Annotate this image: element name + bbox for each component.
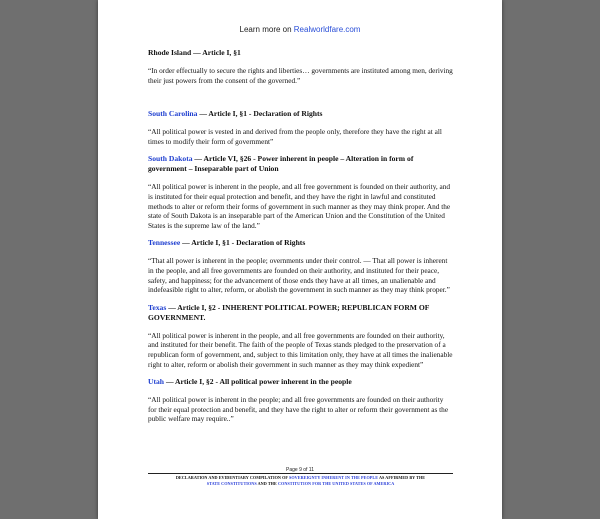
section-heading-rhode-island (148, 48, 453, 58)
section-heading-tennessee (148, 238, 453, 248)
section-quote-tennessee: “That all power is inherent in the people; overnments under their control. — That all power is inherent in the people, and all free governments are founded on their authority, and instituted for their peace, safety, and happiness; for the advancement of those ends they have at all times, an unalienable and indefeasible right to alter, reform, or abolish the government in such manner as they may think proper.” (148, 256, 450, 295)
footer-highlight: CONSTITUTION FOR THE UNITED STATES OF AMERICA (277, 481, 395, 487)
promo-prefix: Learn more on (239, 25, 292, 34)
section-quote-texas: “All political power is inherent in the people, and all free governments are founded on their authority, and instituted for their benefit. The faith of the people of Texas stands pledged to the preservation of a republican form of government, and, subject to this limitation only, they have at all times the inalienable right to alter, reform or abolish their government in such manner as they may think expedient” (148, 330, 453, 369)
footer-divider (148, 473, 453, 474)
article-ref: — Article VI, §26 - Power inherent in people – Alteration in form of government – Inseparable part of Union (148, 154, 414, 174)
section-heading-texas (148, 303, 453, 323)
document-page (98, 0, 502, 519)
footer-text: DECLARATION AND EVIDENTIARY COMPILATION OF (175, 475, 289, 480)
article-ref: — Article I, §2 - INHERENT POLITICAL POWER; REPUBLICAN FORM OF GOVERNMENT. (148, 302, 430, 322)
promo-link[interactable]: Realworldfare.com (293, 25, 361, 34)
footer-highlight: STATE CONSTITUTIONS (206, 481, 257, 487)
footer-line-2 (138, 481, 463, 487)
section-quote-utah: “All political power is inherent in the people; and all free governments are founded on their authority for their equal protection and benefit, and they have the right to alter or reform their government as the public welfare may require..” (148, 395, 449, 424)
state-link-south-dakota[interactable]: South Dakota (148, 154, 193, 164)
state-link-texas[interactable]: Texas (148, 302, 167, 312)
document-content (148, 48, 453, 424)
footer-text: AND THE (256, 481, 278, 487)
promo-line (98, 25, 502, 34)
section-quote-south-dakota: “All political power is inherent in the people, and all free government is founded on their authority, and is instituted for their equal protection and benefit, and they have the right in lawful and constituted methods to alter or reform their forms of government in such manner as they may think proper. And the state of South Dakota is an inseparable part of the American Union and the Constitution of the United States is the supreme law of the land.” (148, 182, 451, 230)
footer-text: AS AFFIRMED BY THE (378, 475, 426, 480)
state-link-tennessee[interactable]: Tennessee (148, 238, 181, 248)
article-ref: — Article I, §1 (191, 48, 241, 57)
page-footer (138, 475, 463, 488)
section-heading-south-carolina (148, 109, 453, 119)
state-name: Rhode Island (148, 48, 192, 57)
section-quote-rhode-island: “In order effectually to secure the rights and liberties… governments are instituted among men, deriving their just powers from the consent of the governed.” (148, 66, 453, 85)
section-heading-utah (148, 377, 453, 387)
article-ref: — Article I, §1 - Declaration of Rights (180, 238, 306, 248)
section-quote-south-carolina: “All political power is vested in and derived from the people only, therefore they have the right at all times to modify their form of government” (148, 127, 442, 146)
state-link-utah[interactable]: Utah (148, 377, 165, 387)
section-heading-south-dakota (148, 154, 453, 174)
footer-highlight: SOVEREIGNTY INHERENT IN THE PEOPLE (288, 475, 379, 480)
article-ref: — Article I, §1 - Declaration of Rights (197, 109, 323, 119)
page-number: Page 9 of 11 (286, 467, 314, 473)
article-ref: — Article I, §2 - All political power inherent in the people (164, 377, 352, 387)
state-link-south-carolina[interactable]: South Carolina (148, 109, 198, 119)
